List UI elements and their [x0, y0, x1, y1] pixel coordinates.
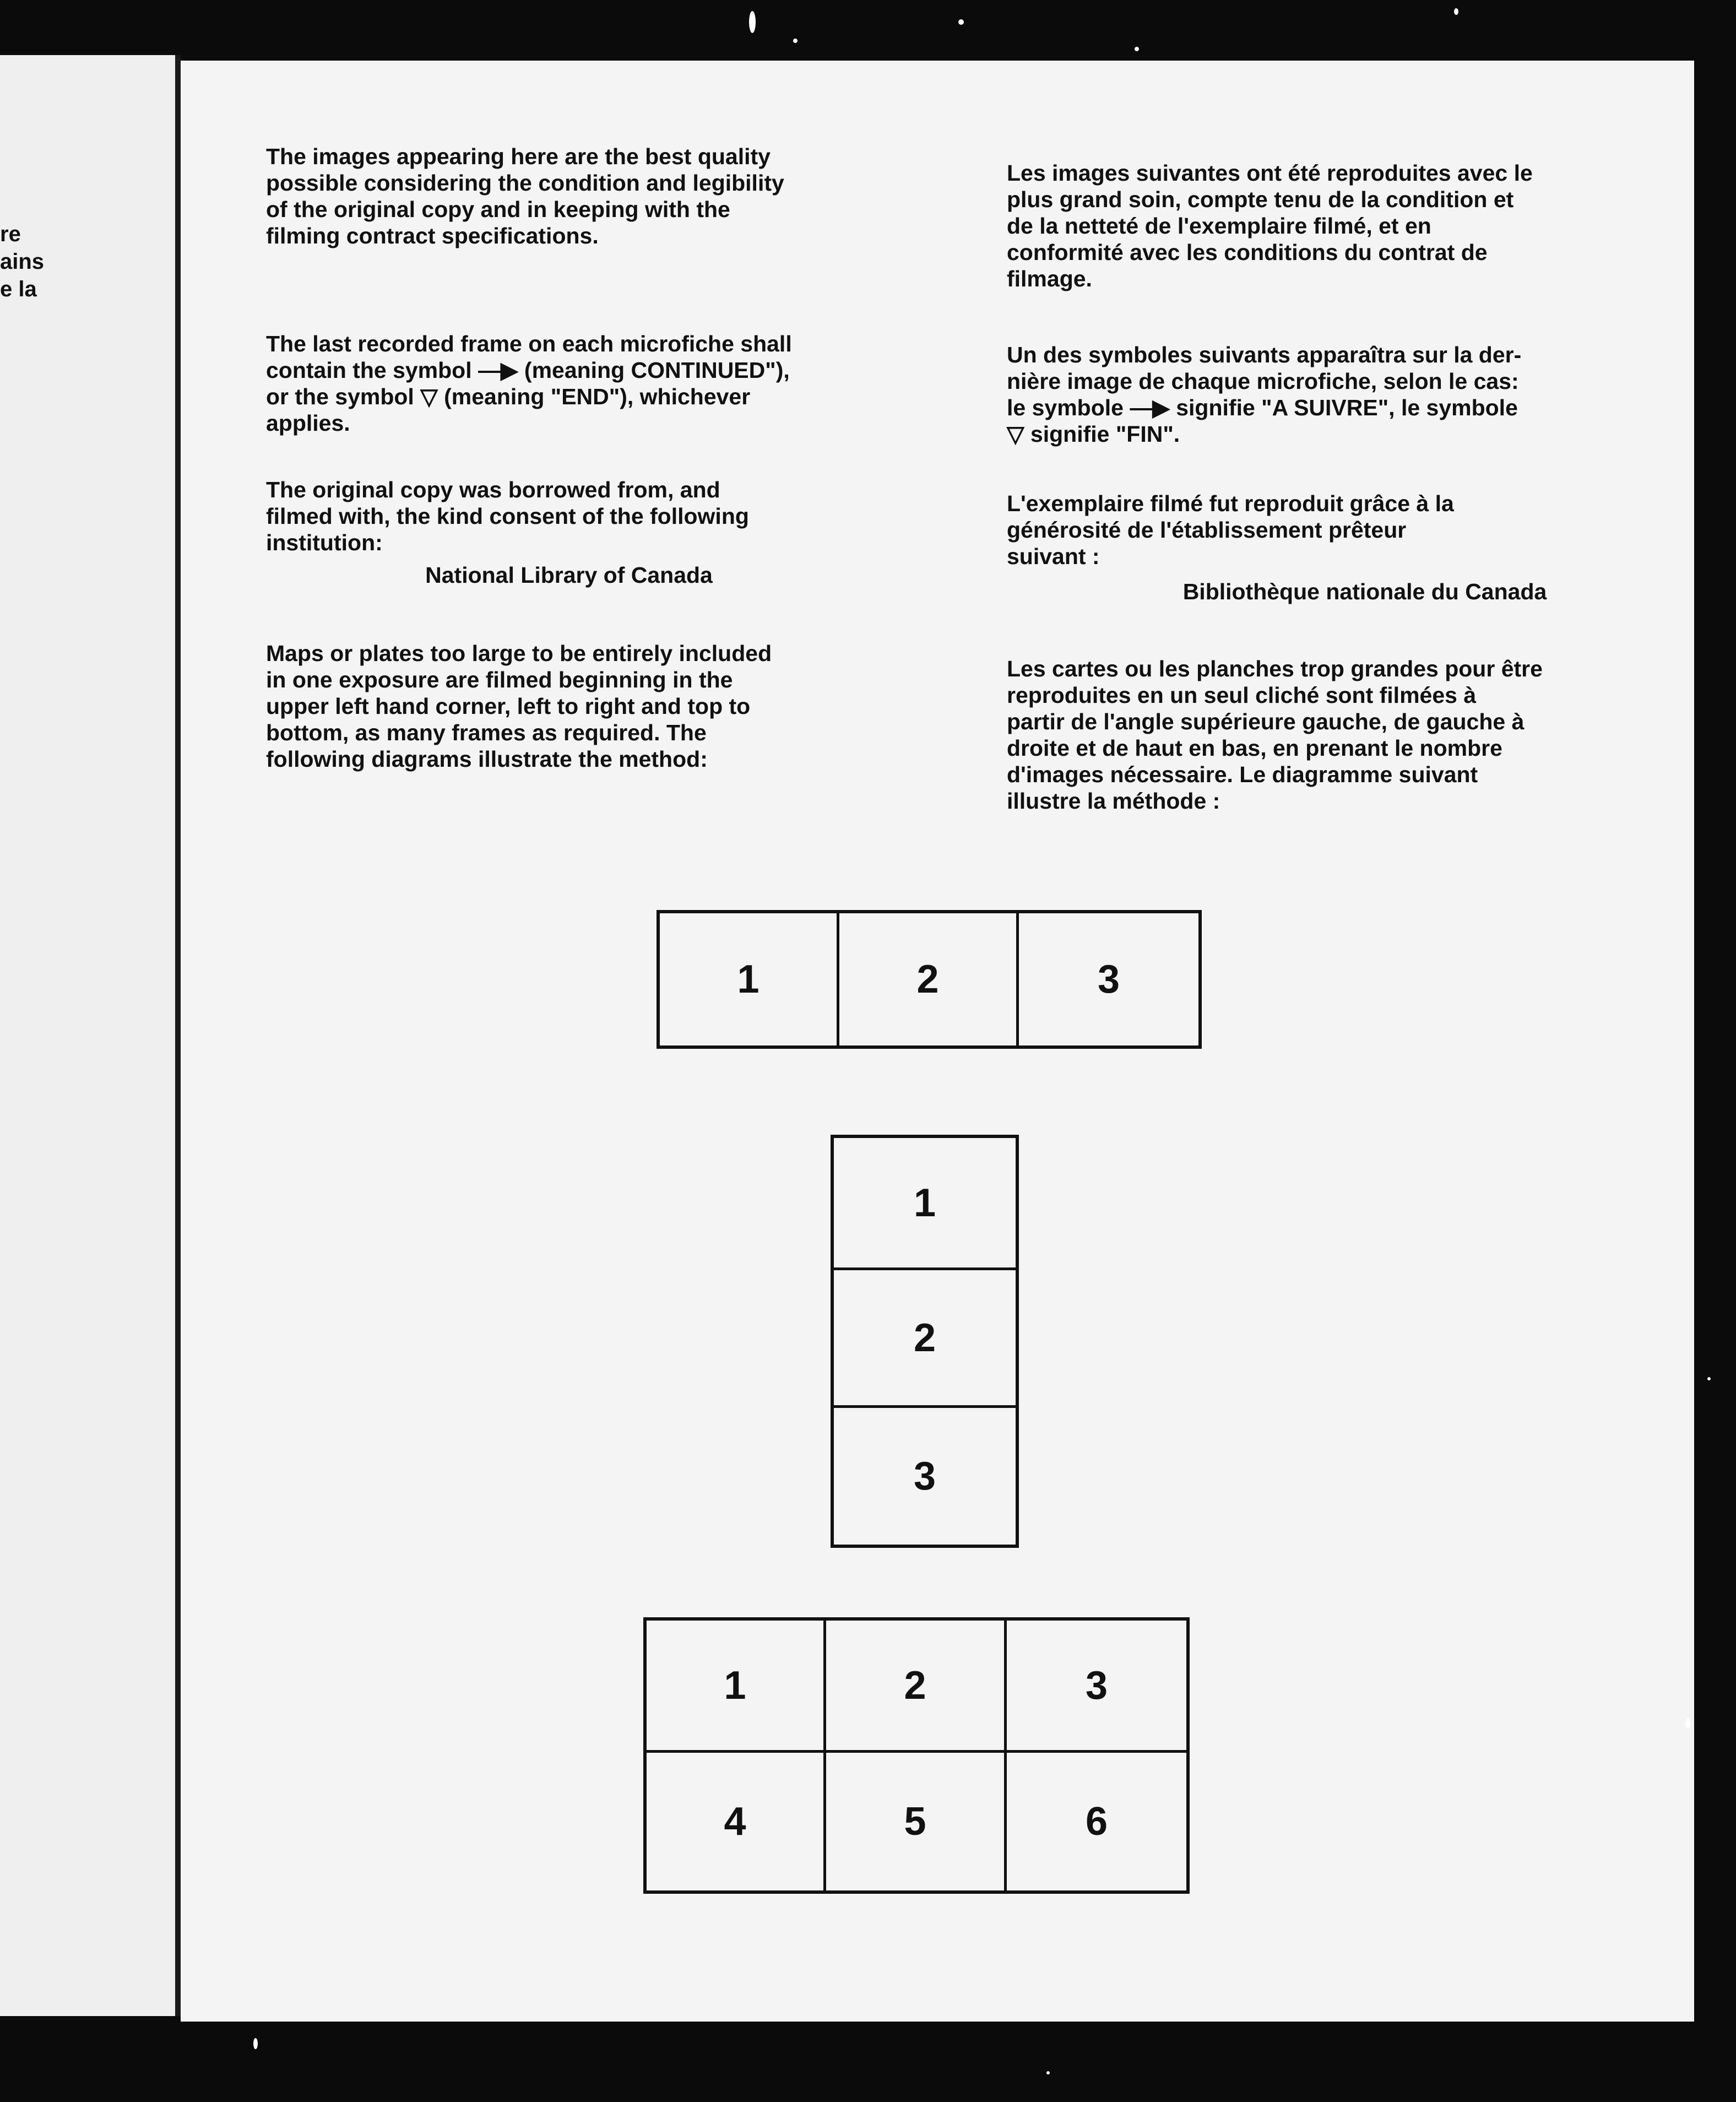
- frame-cell: 3: [1097, 957, 1120, 1001]
- frame-cell: 6: [1085, 1800, 1108, 1844]
- filming-notice-page: [181, 61, 1694, 2022]
- previous-page-edge: [0, 55, 175, 2016]
- grid-frame-diagram: [643, 1617, 1190, 1894]
- french-quality-paragraph: Les images suivantes ont été reproduites avec le plus grand soin, compte tenu de la condition et de la netteté de l'exemplaire filmé, et en conformité avec les conditions du contrat de filmage.: [1007, 160, 1533, 291]
- vertical-frame-diagram: [831, 1135, 1019, 1548]
- english-maps-paragraph: Maps or plates too large to be entirely included in one exposure are filmed beginning in the upper left hand corner, left to right and top to bottom, as many frames as required. The following diagrams illustrate the method:: [266, 641, 772, 772]
- frame-cell: 3: [913, 1454, 936, 1498]
- french-maps-paragraph: Les cartes ou les planches trop grandes pour être reproduites en un seul cliché sont filmées à partir de l'angle supérieure gauche, de gauche à droite et de haut en bas, en prenant le nombre d'images nécessaire. Le diagramme suivant illustre la méthode :: [1007, 656, 1543, 814]
- frame-cell: 5: [826, 1753, 1007, 1890]
- page-divider: [175, 55, 181, 2016]
- horizontal-frame-diagram: [657, 910, 1202, 1049]
- english-quality-paragraph: The images appearing here are the best quality possible considering the condition and legibility of the original copy and in keeping with the filming contract specifications.: [266, 144, 784, 248]
- frame-cell: 4: [647, 1753, 826, 1890]
- frame-cell: 2: [834, 1270, 1016, 1408]
- frame-cell: 2: [826, 1621, 1007, 1753]
- frame-cell: 3: [1007, 1621, 1186, 1753]
- english-source-paragraph: The original copy was borrowed from, and filmed with, the kind consent of the following institution:: [266, 477, 749, 555]
- english-symbol-paragraph: The last recorded frame on each microfiche shall contain the symbol —▶ (meaning CONTINUED"), or the symbol ▽ (meaning "END"), whichever applies.: [266, 331, 792, 436]
- english-institution: National Library of Canada: [425, 562, 713, 588]
- frame-cell: 1: [834, 1138, 1016, 1270]
- french-symbol-paragraph: Un des symboles suivants apparaîtra sur la der- nière image de chaque microfiche, selon le cas: le symbole —▶ signifie "A SUIVRE", le symbole ▽ signifie "FIN".: [1007, 342, 1522, 447]
- french-source-paragraph: L'exemplaire filmé fut reproduit grâce à la générosité de l'établissement prêteur suivant :: [1007, 491, 1454, 569]
- frame-cell: 2: [839, 913, 1019, 1045]
- previous-page-fragment: re ains e la: [0, 222, 45, 301]
- french-institution: Bibliothèque nationale du Canada: [1182, 579, 1547, 604]
- frame-cell: 1: [660, 913, 839, 1045]
- frame-cell: 1: [647, 1621, 826, 1753]
